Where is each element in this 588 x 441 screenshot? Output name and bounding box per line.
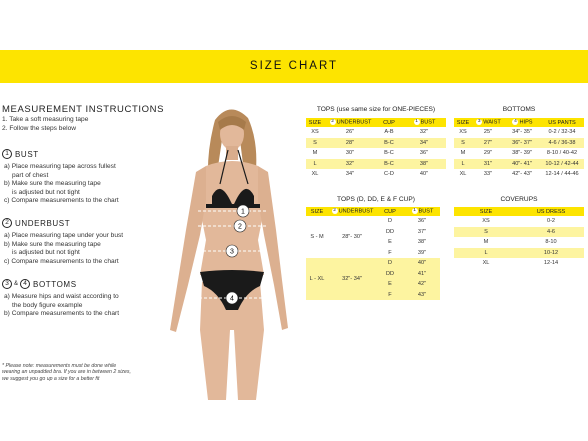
tops-table — [306, 118, 446, 180]
hips-label: HIPS — [519, 119, 533, 126]
table-row — [454, 138, 584, 149]
table-cell: S — [454, 138, 472, 149]
table-cell: 39" — [417, 249, 427, 256]
table-cell: 12-14 / 44-46 — [545, 171, 579, 178]
table-cell: 32" — [324, 159, 376, 170]
table-cell: S — [306, 138, 324, 149]
svg-text:4: 4 — [230, 295, 234, 303]
table-cell: 27" — [472, 138, 504, 149]
table-cell: 36"- 37" — [504, 138, 540, 149]
column-header-cup: CUP — [376, 118, 402, 127]
bottoms-title: BOTTOMS — [33, 279, 77, 289]
bottoms-table — [454, 118, 584, 180]
underbust-step: is adjusted but not tight — [12, 249, 80, 257]
bust-step: c) Compare measurements to the chart — [4, 197, 119, 205]
tops-d-table-title: TOPS (D, DD, E & F CUP) — [337, 196, 415, 203]
column-header-size: SIZE — [454, 118, 472, 127]
table-cell: 12-14 — [543, 260, 559, 267]
table-cell: XL — [482, 260, 490, 267]
table-cell: 43" — [404, 290, 440, 301]
table-cell: XS — [311, 129, 319, 136]
bust-label: BUST — [418, 208, 434, 215]
table-cell: A-B — [384, 129, 394, 136]
column-header-size: SIZE — [306, 118, 324, 127]
table-row — [454, 237, 584, 248]
table-cell: 32" — [419, 129, 429, 136]
underbust-badge: 2 — [333, 208, 336, 214]
column-header-bust — [404, 207, 440, 216]
table-cell: 29" — [483, 150, 493, 157]
waist-badge: 3 — [477, 119, 481, 125]
column-header-underbust — [324, 118, 376, 127]
underbust-steps — [4, 232, 123, 266]
table-row — [454, 216, 584, 227]
bust-number-badge: 1 — [2, 149, 12, 159]
table-cell: 34" — [345, 171, 355, 178]
table-cell: 28"- 30" — [342, 234, 362, 240]
table-cell: 34"- 35" — [512, 129, 532, 136]
table-cell: 37" — [417, 228, 427, 235]
table-cell: L — [454, 159, 472, 170]
table-cell: 10-12 / 42-44 — [540, 159, 584, 170]
table-cell: 42" — [404, 279, 440, 290]
bust-badge: 1 — [413, 208, 416, 214]
bottoms-table-title: BOTTOMS — [502, 106, 536, 113]
svg-text:2: 2 — [238, 223, 242, 231]
table-row — [306, 138, 446, 149]
table-cell: XL — [311, 171, 319, 178]
bust-section-header — [2, 149, 39, 159]
coverups-table — [454, 207, 584, 269]
table-cell: 30" — [345, 150, 355, 157]
table-row — [454, 248, 584, 259]
column-header-us-pants: US PANTS — [540, 118, 584, 127]
table-cell: 40" — [419, 171, 429, 178]
sizing-note: * Please note: measurements must be done while wearing an unpadded bra. If you are in between 2 sizes, we suggest you go up a size for a better fit — [2, 363, 131, 382]
table-cell: 28" — [324, 138, 376, 149]
table-cell: F — [388, 249, 392, 256]
table-cell: 38" — [417, 239, 427, 246]
waist-label: WAIST — [483, 119, 501, 126]
tops-header-row — [306, 118, 446, 127]
bottoms-header-row — [454, 118, 584, 127]
table-cell: 31" — [472, 159, 504, 170]
marker-underbust — [234, 220, 246, 232]
svg-text:1: 1 — [241, 208, 245, 216]
table-cell: DD — [376, 269, 404, 280]
table-cell: M — [312, 150, 318, 157]
table-cell: 38"- 39" — [512, 150, 532, 157]
table-cell: M — [460, 150, 466, 157]
table-row — [454, 227, 584, 238]
table-cell: 10-12 — [518, 248, 584, 259]
column-header-us-dress: US DRESS — [518, 207, 584, 216]
table-cell: 4-6 / 36-38 — [540, 138, 584, 149]
page-title: SIZE CHART — [249, 60, 339, 72]
underbust-title: UNDERBUST — [15, 218, 71, 228]
table-cell: 26" — [345, 129, 355, 136]
table-cell: 4-6 — [518, 227, 584, 238]
table-cell: XS — [482, 218, 490, 225]
coverups-header-row — [454, 207, 584, 216]
table-row — [306, 169, 446, 180]
table-row — [454, 169, 584, 180]
table-row — [306, 258, 440, 269]
table-row — [454, 148, 584, 159]
bust-step: b) Make sure the measuring tape — [4, 180, 101, 188]
bottoms-section-header — [2, 279, 77, 289]
table-row — [306, 127, 446, 138]
column-header-bust — [402, 118, 446, 127]
table-cell: 36" — [417, 218, 427, 225]
table-cell: L — [306, 159, 324, 170]
table-cell: DD — [385, 228, 395, 235]
bust-title: BUST — [15, 149, 39, 159]
table-cell: XS — [459, 129, 467, 136]
table-cell: 33" — [483, 171, 493, 178]
column-header-size: SIZE — [306, 207, 328, 216]
table-cell: 38" — [402, 159, 446, 170]
table-cell: E — [376, 279, 404, 290]
tops-d-table — [306, 207, 440, 300]
table-cell: B-C — [376, 138, 402, 149]
bottoms-step: a) Measure hips and waist according to — [4, 293, 119, 300]
bust-steps — [4, 163, 119, 206]
table-cell: 40" — [404, 258, 440, 269]
table-cell: 8-10 — [545, 239, 557, 246]
table-cell: 32"- 34" — [328, 258, 376, 300]
table-cell: S — [454, 227, 518, 238]
marker-hips — [226, 292, 238, 304]
tops-d-header-row — [306, 207, 440, 216]
underbust-label: UNDERBUST — [338, 208, 374, 215]
ampersand: & — [14, 281, 19, 287]
table-cell: 8-10 / 40-42 — [546, 150, 578, 157]
table-cell: L — [454, 248, 518, 259]
column-header-cup: CUP — [376, 207, 404, 216]
column-header-underbust — [328, 207, 376, 216]
bust-label: BUST — [420, 119, 436, 126]
instructions-title: MEASUREMENT INSTRUCTIONS — [2, 104, 165, 115]
table-row — [306, 159, 446, 170]
intro-step-2: 2. Follow the steps below — [2, 125, 77, 132]
table-cell: 25" — [483, 129, 493, 136]
table-row — [306, 148, 446, 159]
table-cell: XL — [459, 171, 467, 178]
bottoms-steps — [4, 293, 119, 319]
table-cell: D — [376, 258, 404, 269]
underbust-step: b) Make sure the measuring tape — [4, 240, 101, 248]
title-banner — [0, 50, 588, 83]
hips-number-badge: 4 — [20, 279, 30, 289]
table-cell: 36" — [419, 150, 429, 157]
bottoms-step: the body figure example — [12, 301, 83, 309]
column-header-hips — [504, 118, 540, 127]
bottoms-step: b) Compare measurements to the chart — [4, 310, 120, 318]
underbust-section-header — [2, 218, 70, 228]
table-cell: B-C — [376, 159, 402, 170]
table-row — [306, 216, 440, 227]
table-cell: 40"- 41" — [504, 159, 540, 170]
table-cell: F — [376, 290, 404, 301]
table-cell: 34" — [402, 138, 446, 149]
bust-step: part of chest — [12, 171, 49, 179]
table-cell: C-D — [384, 171, 394, 178]
table-cell: B-C — [384, 150, 394, 157]
table-cell: 42"- 43" — [512, 171, 532, 178]
marker-bust — [237, 205, 249, 217]
underbust-badge: 2 — [331, 119, 334, 125]
underbust-step: c) Compare measurements to the chart — [4, 257, 119, 265]
table-cell: 0-2 — [546, 218, 556, 225]
waist-number-badge: 3 — [2, 279, 12, 289]
table-cell: 0-2 / 32-34 — [548, 129, 576, 136]
table-cell: S - M — [310, 234, 324, 240]
underbust-number-badge: 2 — [2, 218, 12, 228]
svg-text:3: 3 — [230, 248, 234, 256]
model-figure — [160, 100, 300, 400]
bust-step: a) Place measuring tape across fullest — [4, 163, 116, 170]
bust-badge: 1 — [415, 119, 418, 125]
bust-step: is adjusted but not tight — [12, 188, 80, 196]
underbust-step: a) Place measuring tape under your bust — [4, 232, 124, 239]
table-row — [454, 159, 584, 170]
table-cell: 41" — [404, 269, 440, 280]
column-header-size: SIZE — [454, 207, 518, 216]
table-row — [454, 258, 584, 269]
underbust-label: UNDERBUST — [336, 119, 372, 126]
column-header-waist — [472, 118, 504, 127]
table-cell: E — [388, 239, 392, 246]
marker-waist — [226, 245, 238, 257]
table-row — [454, 127, 584, 138]
table-cell: M — [483, 239, 489, 246]
hips-badge: 4 — [514, 119, 517, 125]
table-cell: L - XL — [306, 258, 328, 300]
table-cell: D — [387, 218, 393, 225]
intro-step-1: 1. Take a soft measuring tape — [2, 116, 89, 123]
tops-table-title: TOPS (use same size for ONE-PIECES) — [316, 106, 436, 113]
coverups-table-title: COVERUPS — [500, 196, 538, 203]
